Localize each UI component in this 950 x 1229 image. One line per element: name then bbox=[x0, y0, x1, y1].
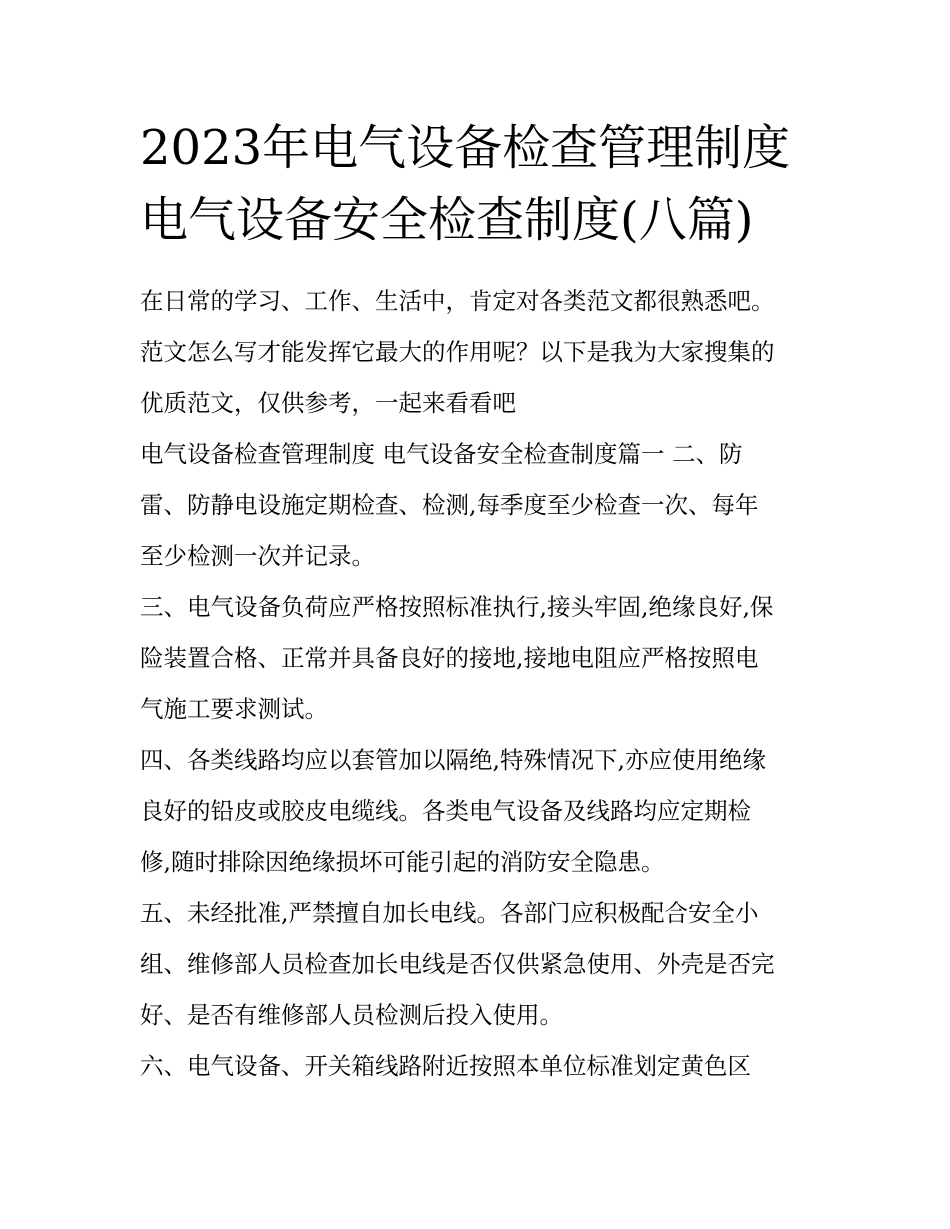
body-line: 雷、防静电设施定期检查、检测,每季度至少检查一次、每年 bbox=[140, 491, 759, 519]
title-line-1: 2023年电气设备检查管理制度 bbox=[140, 120, 791, 176]
body-line: 良好的铅皮或胶皮电缆线。各类电气设备及线路均应定期检 bbox=[140, 797, 751, 825]
body-line: 优质范文，仅供参考，一起来看看吧 bbox=[140, 389, 516, 417]
document-body bbox=[140, 276, 830, 1092]
body-line: 范文怎么写才能发挥它最大的作用呢？以下是我为大家搜集的 bbox=[140, 338, 775, 366]
body-line: 六、电气设备、开关箱线路附近按照本单位标准划定黄色区 bbox=[140, 1052, 751, 1080]
body-line: 好、是否有维修部人员检测后投入使用。 bbox=[140, 1001, 563, 1029]
body-line: 五、未经批准,严禁擅自加长电线。各部门应积极配合安全小 bbox=[140, 899, 759, 927]
body-line: 四、各类线路均应以套管加以隔绝,特殊情况下,亦应使用绝缘 bbox=[140, 746, 766, 774]
body-line: 组、维修部人员检查加长电线是否仅供紧急使用、外壳是否完 bbox=[140, 950, 775, 978]
body-line: 三、电气设备负荷应严格按照标准执行,接头牢固,绝缘良好,保 bbox=[140, 593, 774, 621]
body-line: 至少检测一次并记录。 bbox=[140, 542, 375, 570]
document-title bbox=[140, 112, 830, 256]
body-line: 气施工要求测试。 bbox=[140, 695, 328, 723]
body-line: 险装置合格、正常并具备良好的接地,接地电阻应严格按照电 bbox=[140, 644, 759, 672]
body-line: 电气设备检查管理制度 电气设备安全检查制度篇一 二、防 bbox=[140, 440, 743, 468]
body-line: 修,随时排除因绝缘损坏可能引起的消防安全隐患。 bbox=[140, 848, 665, 876]
body-line: 在日常的学习、工作、生活中，肯定对各类范文都很熟悉吧。 bbox=[140, 287, 775, 315]
title-line-2: 电气设备安全检查制度(八篇) bbox=[140, 192, 754, 248]
